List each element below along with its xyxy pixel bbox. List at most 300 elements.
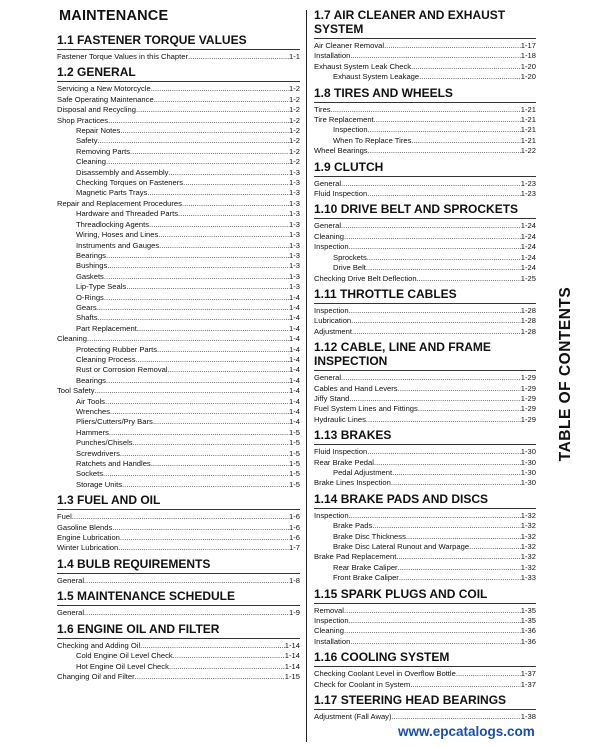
- toc-entry-page: 1-4: [289, 334, 300, 344]
- toc-entry[interactable]: [57, 428, 300, 438]
- toc-entry[interactable]: [57, 397, 300, 407]
- toc-entry-title: General: [314, 221, 342, 231]
- toc-entry[interactable]: [57, 641, 300, 651]
- toc-entry-title: Cleaning: [314, 626, 344, 636]
- toc-entry-page: 1-5: [289, 469, 300, 479]
- toc-entry-page: 1-14: [284, 651, 300, 661]
- toc-entry[interactable]: [314, 316, 536, 326]
- toc-entry-page: 1-4: [289, 354, 300, 364]
- right-column: [314, 8, 536, 725]
- toc-entry[interactable]: [314, 221, 536, 231]
- dot-leader: [122, 480, 289, 490]
- toc-entry-title: Hardware and Threaded Parts: [76, 209, 179, 219]
- toc-entry[interactable]: [314, 41, 536, 51]
- dot-leader: [349, 306, 521, 316]
- toc-entry-page: 1-32: [520, 510, 536, 520]
- toc-entry-title: Air Cleaner Removal: [314, 41, 385, 50]
- toc-entry-title: Cleaning: [57, 334, 87, 344]
- toc-entry[interactable]: [314, 394, 536, 404]
- toc-entry-title: Inspection: [314, 305, 349, 315]
- toc-entry[interactable]: [57, 147, 300, 157]
- toc-entry-title: Fuel System Lines and Fittings: [314, 404, 418, 414]
- toc-entry[interactable]: [57, 188, 300, 198]
- dot-leader: [109, 428, 289, 438]
- dot-leader: [106, 251, 289, 261]
- toc-entry-title: General: [57, 575, 85, 585]
- toc-entry[interactable]: [57, 523, 300, 533]
- toc-entry[interactable]: [57, 251, 300, 261]
- toc-entry-title: Instruments and Gauges: [76, 240, 160, 250]
- toc-entry-title: Inspection: [314, 242, 349, 252]
- toc-entry-title: When To Replace Tires: [333, 135, 412, 145]
- toc-entry-page: 1-5: [289, 427, 300, 437]
- toc-entry[interactable]: [314, 447, 536, 457]
- dot-leader: [72, 512, 289, 522]
- toc-entry[interactable]: [57, 241, 300, 251]
- dot-leader: [419, 72, 521, 82]
- toc-entry-title: Checking Torques on Fasteners: [76, 178, 184, 188]
- toc-entry[interactable]: [57, 608, 300, 618]
- dot-leader: [103, 469, 289, 479]
- toc-entry-page: 1-30: [520, 467, 536, 477]
- toc-entry-title: Drive Belt: [333, 263, 366, 273]
- toc-entry[interactable]: [314, 253, 536, 263]
- toc-entry-page: 1-1: [289, 52, 300, 61]
- toc-entry[interactable]: [57, 334, 300, 344]
- toc-entry-title: Cleaning Process: [76, 354, 136, 364]
- toc-entry[interactable]: [57, 136, 300, 146]
- dot-leader: [384, 41, 521, 51]
- section-title[interactable]: 1.4 BULB REQUIREMENTS: [57, 557, 300, 574]
- toc-entry[interactable]: [314, 511, 536, 521]
- toc-entry[interactable]: [314, 606, 536, 616]
- toc-entry-page: 1-24: [520, 263, 536, 273]
- toc-entry-page: 1-3: [289, 198, 300, 208]
- toc-entry-page: 1-23: [520, 189, 536, 199]
- toc-entry[interactable]: [57, 178, 300, 188]
- toc-entry[interactable]: [57, 272, 300, 282]
- toc-section: [57, 33, 300, 62]
- section-title[interactable]: 1.9 CLUTCH: [314, 160, 536, 177]
- toc-entry[interactable]: [314, 274, 536, 284]
- toc-entry[interactable]: [314, 542, 536, 552]
- toc-entry[interactable]: [57, 303, 300, 313]
- dot-leader: [417, 274, 521, 284]
- toc-entry-title: Fluid Inspection: [314, 189, 368, 199]
- dot-leader: [97, 303, 289, 313]
- toc-entry-title: Pliers/Cutters/Pry Bars: [76, 417, 153, 427]
- dot-leader: [341, 221, 521, 231]
- toc-entry[interactable]: [314, 669, 536, 679]
- dot-leader: [366, 263, 521, 273]
- toc-entry-page: 1-30: [520, 447, 536, 457]
- toc-entry[interactable]: [314, 384, 536, 394]
- dot-leader: [349, 394, 520, 404]
- toc-section: [57, 622, 300, 683]
- toc-entry[interactable]: [314, 62, 536, 72]
- section-title[interactable]: 1.5 MAINTENANCE SCHEDULE: [57, 589, 300, 606]
- dot-leader: [367, 189, 521, 199]
- toc-entry[interactable]: [314, 458, 536, 468]
- toc-entry-page: 1-20: [520, 72, 536, 82]
- toc-entry[interactable]: [57, 480, 300, 490]
- toc-entry[interactable]: [57, 168, 300, 178]
- toc-entry[interactable]: [57, 662, 300, 672]
- dot-leader: [157, 345, 289, 355]
- toc-entry-page: 1-4: [289, 344, 300, 354]
- toc-entry-page: 1-36: [520, 636, 536, 646]
- toc-entry-page: 1-20: [520, 61, 536, 71]
- toc-entry[interactable]: [57, 651, 300, 661]
- toc-entry-page: 1-6: [289, 533, 300, 543]
- side-tab: [546, 0, 586, 747]
- toc-entry-page: 1-29: [520, 383, 536, 393]
- toc-entry-title: Storage Units: [76, 479, 123, 489]
- dot-leader: [112, 523, 289, 533]
- toc-entry[interactable]: [57, 543, 300, 553]
- toc-entry-page: 1-3: [289, 167, 300, 177]
- toc-entry[interactable]: [57, 261, 300, 271]
- dot-leader: [173, 651, 285, 661]
- section-title[interactable]: 1.2 GENERAL: [57, 65, 300, 82]
- dot-leader: [349, 242, 521, 252]
- toc-entry-title: Exhaust System Leak Check: [314, 61, 412, 71]
- toc-entry-page: 1-8: [289, 575, 300, 585]
- toc-entry[interactable]: [57, 95, 300, 105]
- toc-entry-page: 1-4: [289, 302, 300, 312]
- dot-leader: [120, 126, 289, 136]
- dot-leader: [344, 606, 521, 616]
- toc-entry-page: 1-18: [520, 51, 536, 61]
- toc-entry-title: Bearings: [76, 375, 106, 385]
- toc-entry-page: 1-4: [289, 323, 300, 333]
- toc-entry[interactable]: [314, 712, 536, 722]
- toc-entry[interactable]: [314, 232, 536, 242]
- toc-entry-title: Part Replacement: [76, 323, 137, 333]
- dot-leader: [183, 178, 289, 188]
- toc-entry-title: Hot Engine Oil Level Check: [76, 661, 169, 671]
- toc-entry[interactable]: [57, 365, 300, 375]
- toc-entry[interactable]: [57, 449, 300, 459]
- toc-entry[interactable]: [314, 51, 536, 61]
- dot-leader: [391, 478, 521, 488]
- dot-leader: [147, 188, 289, 198]
- dot-leader: [104, 272, 289, 282]
- watermark: www.epcatalogs.com: [398, 724, 535, 739]
- toc-entry-title: Adjustment (Fall Away): [314, 712, 392, 722]
- toc-entry-title: Lip-Type Seals: [76, 282, 127, 292]
- toc-entry[interactable]: [57, 84, 300, 94]
- dot-leader: [411, 136, 520, 146]
- toc-entry[interactable]: [57, 199, 300, 209]
- toc-entry-title: Bearings: [76, 250, 106, 260]
- toc-entry-page: 1-2: [289, 146, 300, 156]
- section-title[interactable]: 1.10 DRIVE BELT AND SPROCKETS: [314, 202, 536, 219]
- section-title[interactable]: 1.11 THROTTLE CABLES: [314, 287, 536, 304]
- toc-entry[interactable]: [57, 376, 300, 386]
- toc-entry-page: 1-7: [289, 543, 300, 553]
- toc-section: [314, 202, 536, 283]
- toc-entry[interactable]: [57, 512, 300, 522]
- left-toc-sections: [57, 33, 300, 682]
- section-title[interactable]: 1.17 STEERING HEAD BEARINGS: [314, 693, 536, 710]
- toc-section: [314, 287, 536, 337]
- section-title[interactable]: 1.6 ENGINE OIL AND FILTER: [57, 622, 300, 639]
- dot-leader: [178, 209, 289, 219]
- toc-entry[interactable]: [314, 179, 536, 189]
- left-column: [57, 8, 300, 685]
- dot-leader: [341, 373, 521, 383]
- toc-section: [314, 86, 536, 157]
- toc-entry[interactable]: [57, 157, 300, 167]
- toc-entry[interactable]: [57, 230, 300, 240]
- toc-entry[interactable]: [57, 126, 300, 136]
- toc-entry[interactable]: [314, 468, 536, 478]
- toc-entry-page: 1-30: [520, 457, 536, 467]
- toc-section: [314, 160, 536, 200]
- toc-entry[interactable]: [57, 417, 300, 427]
- toc-entry-title: Installation: [314, 51, 351, 61]
- toc-entry[interactable]: [314, 242, 536, 252]
- toc-entry-title: Front Brake Caliper: [333, 573, 399, 583]
- dot-leader: [367, 447, 521, 457]
- toc-entry[interactable]: [57, 220, 300, 230]
- side-tab-label: TABLE OF CONTENTS: [557, 286, 574, 461]
- dot-leader: [104, 293, 289, 303]
- dot-leader: [344, 626, 521, 636]
- toc-entry[interactable]: [57, 324, 300, 334]
- toc-entry-page: 1-32: [520, 562, 536, 572]
- dot-leader: [392, 712, 521, 722]
- section-title[interactable]: 1.7 AIR CLEANER AND EXHAUST SYSTEM: [314, 8, 536, 39]
- toc-entry-title: Screwdrivers: [76, 448, 120, 458]
- toc-entry[interactable]: [57, 386, 300, 396]
- dot-leader: [158, 230, 289, 240]
- section-title[interactable]: 1.14 BRAKE PADS AND DISCS: [314, 492, 536, 509]
- toc-entry[interactable]: [314, 616, 536, 626]
- toc-entry-page: 1-5: [289, 438, 300, 448]
- dot-leader: [410, 680, 521, 690]
- toc-entry-page: 1-3: [289, 219, 300, 229]
- toc-section: [314, 340, 536, 425]
- toc-entry-page: 1-5: [289, 459, 300, 469]
- toc-entry[interactable]: [57, 533, 300, 543]
- section-title[interactable]: 1.15 SPARK PLUGS AND COIL: [314, 587, 536, 604]
- dot-leader: [105, 397, 289, 407]
- toc-entry-page: 1-4: [289, 313, 300, 323]
- toc-entry[interactable]: [314, 146, 536, 156]
- toc-entry-page: 1-24: [520, 221, 536, 231]
- toc-entry-title: Hydraulic Lines: [314, 414, 366, 424]
- toc-entry[interactable]: [314, 637, 536, 647]
- toc-entry[interactable]: [57, 209, 300, 219]
- toc-entry[interactable]: [314, 626, 536, 636]
- toc-entry[interactable]: [57, 52, 300, 62]
- toc-entry-title: Gasoline Blends: [57, 522, 113, 532]
- dot-leader: [84, 576, 289, 586]
- toc-entry-title: Servicing a New Motorcycle: [57, 84, 151, 94]
- toc-section: [314, 492, 536, 584]
- toc-entry[interactable]: [314, 115, 536, 125]
- toc-entry[interactable]: [57, 672, 300, 682]
- toc-entry-page: 1-3: [289, 261, 300, 271]
- toc-entry-page: 1-6: [289, 512, 300, 522]
- dot-leader: [366, 415, 521, 425]
- dot-leader: [151, 84, 289, 94]
- toc-entry-page: 1-24: [520, 231, 536, 241]
- toc-entry-page: 1-5: [289, 479, 300, 489]
- toc-entry-title: Engine Lubrication: [57, 533, 120, 543]
- section-title[interactable]: 1.3 FUEL AND OIL: [57, 493, 300, 510]
- toc-entry-page: 1-15: [284, 671, 300, 681]
- toc-entry-page: 1-4: [289, 407, 300, 416]
- toc-entry-page: 1-2: [289, 157, 300, 167]
- dot-leader: [168, 365, 289, 375]
- toc-entry[interactable]: [314, 306, 536, 316]
- right-toc-sections: [314, 8, 536, 722]
- toc-entry-page: 1-3: [289, 209, 300, 219]
- toc-entry-page: 1-4: [289, 386, 300, 396]
- section-title[interactable]: 1.16 COOLING SYSTEM: [314, 650, 536, 667]
- toc-entry-title: Winter Lubrication: [57, 543, 119, 553]
- toc-section: [314, 8, 536, 83]
- toc-entry-title: Brake Lines Inspection: [314, 478, 391, 488]
- toc-entry[interactable]: [57, 105, 300, 115]
- toc-section: [314, 650, 536, 690]
- toc-entry[interactable]: [314, 478, 536, 488]
- toc-entry-title: Safe Operating Maintenance: [57, 94, 154, 104]
- toc-entry[interactable]: [57, 576, 300, 586]
- toc-entry[interactable]: [314, 189, 536, 199]
- toc-entry-title: Cables and Hand Levers: [314, 383, 398, 393]
- dot-leader: [126, 282, 289, 292]
- toc-entry-title: Repair and Replacement Procedures: [57, 198, 182, 208]
- toc-entry[interactable]: [57, 293, 300, 303]
- toc-entry[interactable]: [314, 263, 536, 273]
- dot-leader: [456, 669, 521, 679]
- toc-entry-page: 1-22: [520, 146, 536, 156]
- toc-entry[interactable]: [314, 573, 536, 583]
- toc-entry-title: Check for Coolant in System: [314, 679, 411, 689]
- toc-entry-title: Gaskets: [76, 271, 104, 281]
- toc-entry-page: 1-29: [520, 373, 536, 383]
- toc-entry[interactable]: [57, 355, 300, 365]
- toc-entry-title: Safety: [76, 136, 98, 146]
- toc-entry[interactable]: [314, 680, 536, 690]
- toc-entry-title: Brake Pads: [333, 521, 373, 531]
- dot-leader: [149, 220, 289, 230]
- dot-leader: [130, 147, 289, 157]
- toc-entry-title: General: [314, 373, 342, 383]
- toc-entry[interactable]: [314, 415, 536, 425]
- toc-entry[interactable]: [314, 125, 536, 135]
- toc-entry[interactable]: [57, 313, 300, 323]
- toc-entry[interactable]: [314, 404, 536, 414]
- dot-leader: [368, 125, 521, 135]
- toc-section: [57, 65, 300, 490]
- toc-entry-page: 1-3: [289, 271, 300, 281]
- toc-entry-title: Sprockets: [333, 252, 367, 262]
- toc-entry-page: 1-3: [289, 240, 300, 250]
- toc-section: [57, 493, 300, 554]
- dot-leader: [406, 532, 521, 542]
- toc-entry[interactable]: [314, 552, 536, 562]
- dot-leader: [374, 115, 521, 125]
- toc-entry-title: Brake Pad Replacement: [314, 552, 397, 562]
- toc-entry[interactable]: [57, 282, 300, 292]
- toc-entry-title: Checking Coolant Level in Overflow Bottle: [314, 669, 456, 679]
- toc-entry-title: Disassembly and Assembly: [76, 167, 169, 177]
- dot-leader: [169, 662, 285, 672]
- section-title[interactable]: 1.8 TIRES AND WHEELS: [314, 86, 536, 103]
- dot-leader: [351, 316, 521, 326]
- toc-entry[interactable]: [57, 407, 300, 417]
- section-title[interactable]: 1.1 FASTENER TORQUE VALUES: [57, 33, 300, 50]
- toc-entry-title: Rear Brake Caliper: [333, 562, 398, 572]
- dot-leader: [352, 327, 521, 337]
- toc-entry[interactable]: [314, 136, 536, 146]
- toc-entry-page: 1-14: [284, 640, 300, 650]
- dot-leader: [136, 105, 289, 115]
- dot-leader: [374, 458, 521, 468]
- toc-entry-page: 1-32: [520, 531, 536, 541]
- toc-entry[interactable]: [314, 373, 536, 383]
- toc-entry-title: Hammers: [76, 427, 109, 437]
- toc-entry[interactable]: [314, 521, 536, 531]
- dot-leader: [159, 241, 289, 251]
- toc-entry-page: 1-28: [520, 326, 536, 336]
- toc-entry-title: Exhaust System Leakage: [333, 72, 420, 82]
- dot-leader: [153, 417, 289, 427]
- toc-entry-page: 1-24: [520, 242, 536, 252]
- dot-leader: [136, 355, 290, 365]
- toc-entry[interactable]: [57, 438, 300, 448]
- toc-entry[interactable]: [57, 469, 300, 479]
- dot-leader: [107, 261, 289, 271]
- toc-entry-page: 1-24: [520, 252, 536, 262]
- toc-entry[interactable]: [314, 532, 536, 542]
- dot-leader: [341, 179, 521, 189]
- dot-leader: [154, 95, 289, 105]
- section-title[interactable]: 1.12 CABLE, LINE AND FRAME INSPECTION: [314, 340, 536, 371]
- toc-entry-title: Inspection: [333, 125, 368, 135]
- toc-entry[interactable]: [57, 345, 300, 355]
- dot-leader: [151, 459, 289, 469]
- toc-entry[interactable]: [314, 105, 536, 115]
- dot-leader: [399, 573, 521, 583]
- toc-entry-title: Wheel Bearings: [314, 146, 368, 156]
- toc-entry[interactable]: [314, 72, 536, 82]
- section-title[interactable]: 1.13 BRAKES: [314, 428, 536, 445]
- toc-entry[interactable]: [57, 459, 300, 469]
- dot-leader: [349, 616, 521, 626]
- toc-entry-title: Gears: [76, 302, 97, 312]
- page-title: MAINTENANCE: [59, 8, 169, 24]
- toc-entry-title: Tires: [314, 104, 331, 114]
- toc-entry-title: Magnetic Parts Trays: [76, 188, 148, 198]
- toc-entry-title: Wrenches: [76, 407, 111, 416]
- toc-entry-page: 1-38: [520, 712, 536, 722]
- dot-leader: [368, 146, 521, 156]
- toc-entry-page: 1-21: [520, 125, 536, 135]
- toc-entry-page: 1-6: [289, 522, 300, 532]
- toc-entry[interactable]: [314, 563, 536, 573]
- toc-entry-title: Adjustment: [314, 326, 352, 336]
- toc-entry-page: 1-4: [289, 365, 300, 375]
- toc-entry[interactable]: [57, 116, 300, 126]
- toc-entry-page: 1-28: [520, 305, 536, 315]
- toc-entry[interactable]: [314, 327, 536, 337]
